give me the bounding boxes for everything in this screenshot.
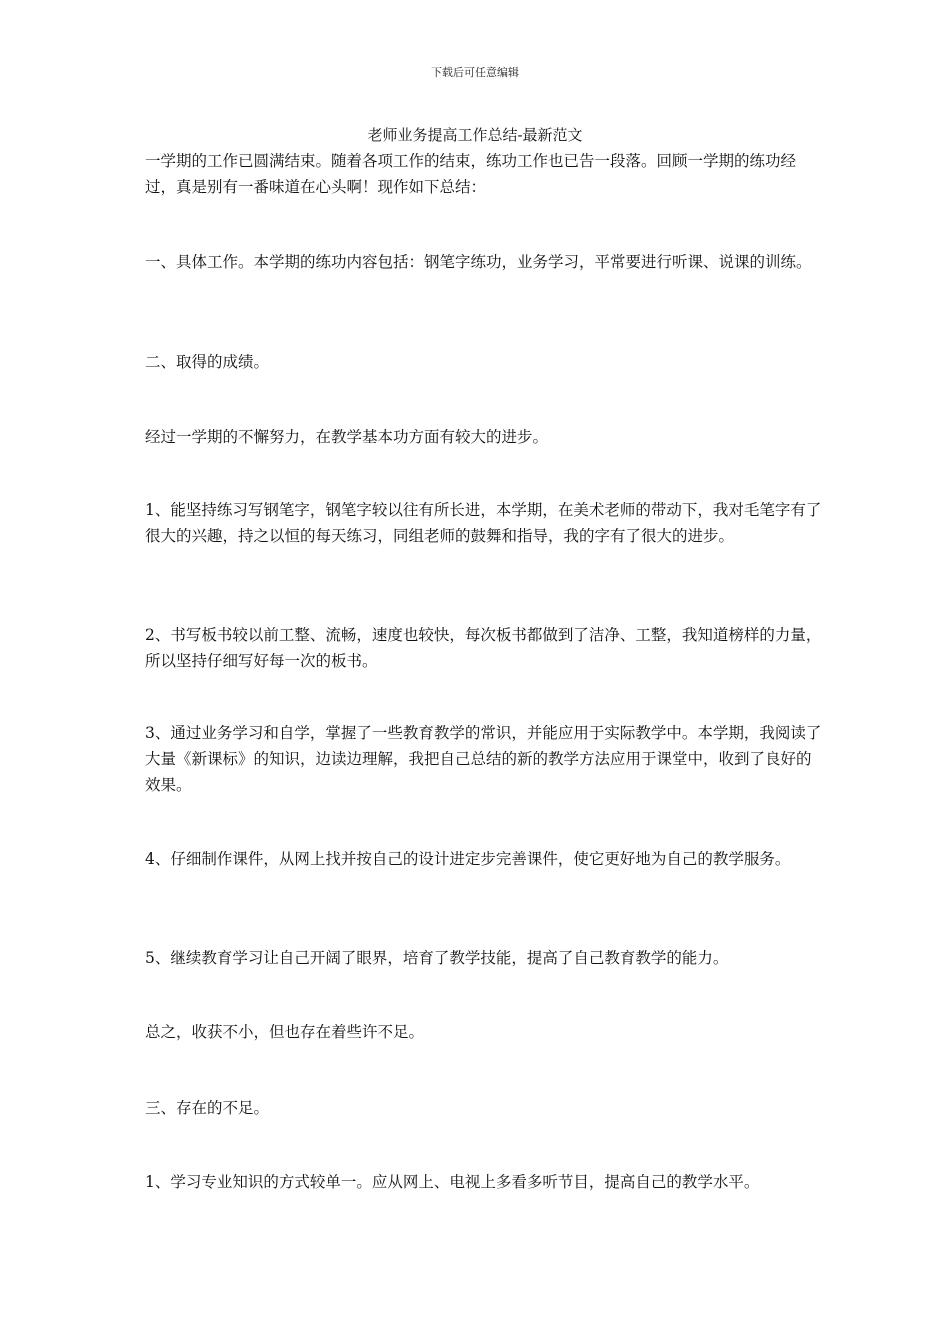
- paragraph-progress: 经过一学期的不懈努力，在教学基本功方面有较大的进步。: [145, 428, 549, 446]
- paragraph-section-1: 一、具体工作。本学期的练功内容包括：钢笔字练功，业务学习，平常要进行听课、说课的训练。: [145, 253, 812, 271]
- paragraph-item-5: 5、继续教育学习让自己开阔了眼界，培育了教学技能，提高了自己教育教学的能力。: [145, 949, 729, 967]
- download-note: 下载后可任意编辑: [431, 66, 519, 79]
- paragraph-section-2: 二、取得的成绩。: [145, 353, 270, 371]
- paragraph-item-2: 2、书写板书较以前工整、流畅，速度也较快，每次板书都做到了洁净、工整，我知道榜样的力量，所以坚持仔细写好每一次的板书。: [145, 626, 822, 670]
- document-title: 老师业务提高工作总结-最新范文: [367, 126, 583, 144]
- paragraph-summary: 总之，收获不小，但也存在着些许不足。: [145, 1023, 425, 1041]
- paragraph-shortcoming-1: 1、学习专业知识的方式较单一。应从网上、电视上多看多听节目，提高自己的教学水平。: [145, 1173, 760, 1191]
- paragraph-item-3: 3、通过业务学习和自学，掌握了一些教育教学的常识，并能应用于实际教学中。本学期，我阅读了大量《新课标》的知识，边读边理解，我把自己总结的新的教学方法应用于课堂中，收到了良好的效果。: [145, 724, 822, 794]
- paragraph-item-4: 4、仔细制作课件，从网上找并按自己的设计进定步完善课件，使它更好地为自己的教学服务。: [145, 850, 791, 868]
- paragraph-item-1: 1、能坚持练习写钢笔字，钢笔字较以往有所长进，本学期，在美术老师的带动下，我对毛笔字有了很大的兴趣，持之以恒的每天练习，同组老师的鼓舞和指导，我的字有了很大的进步。: [145, 501, 822, 545]
- paragraph-section-3: 三、存在的不足。: [145, 1099, 270, 1117]
- paragraph-intro: 一学期的工作已圆满结束。随着各项工作的结束，练功工作也已告一段落。回顾一学期的练功经过，真是别有一番味道在心头啊！现作如下总结：: [145, 152, 797, 196]
